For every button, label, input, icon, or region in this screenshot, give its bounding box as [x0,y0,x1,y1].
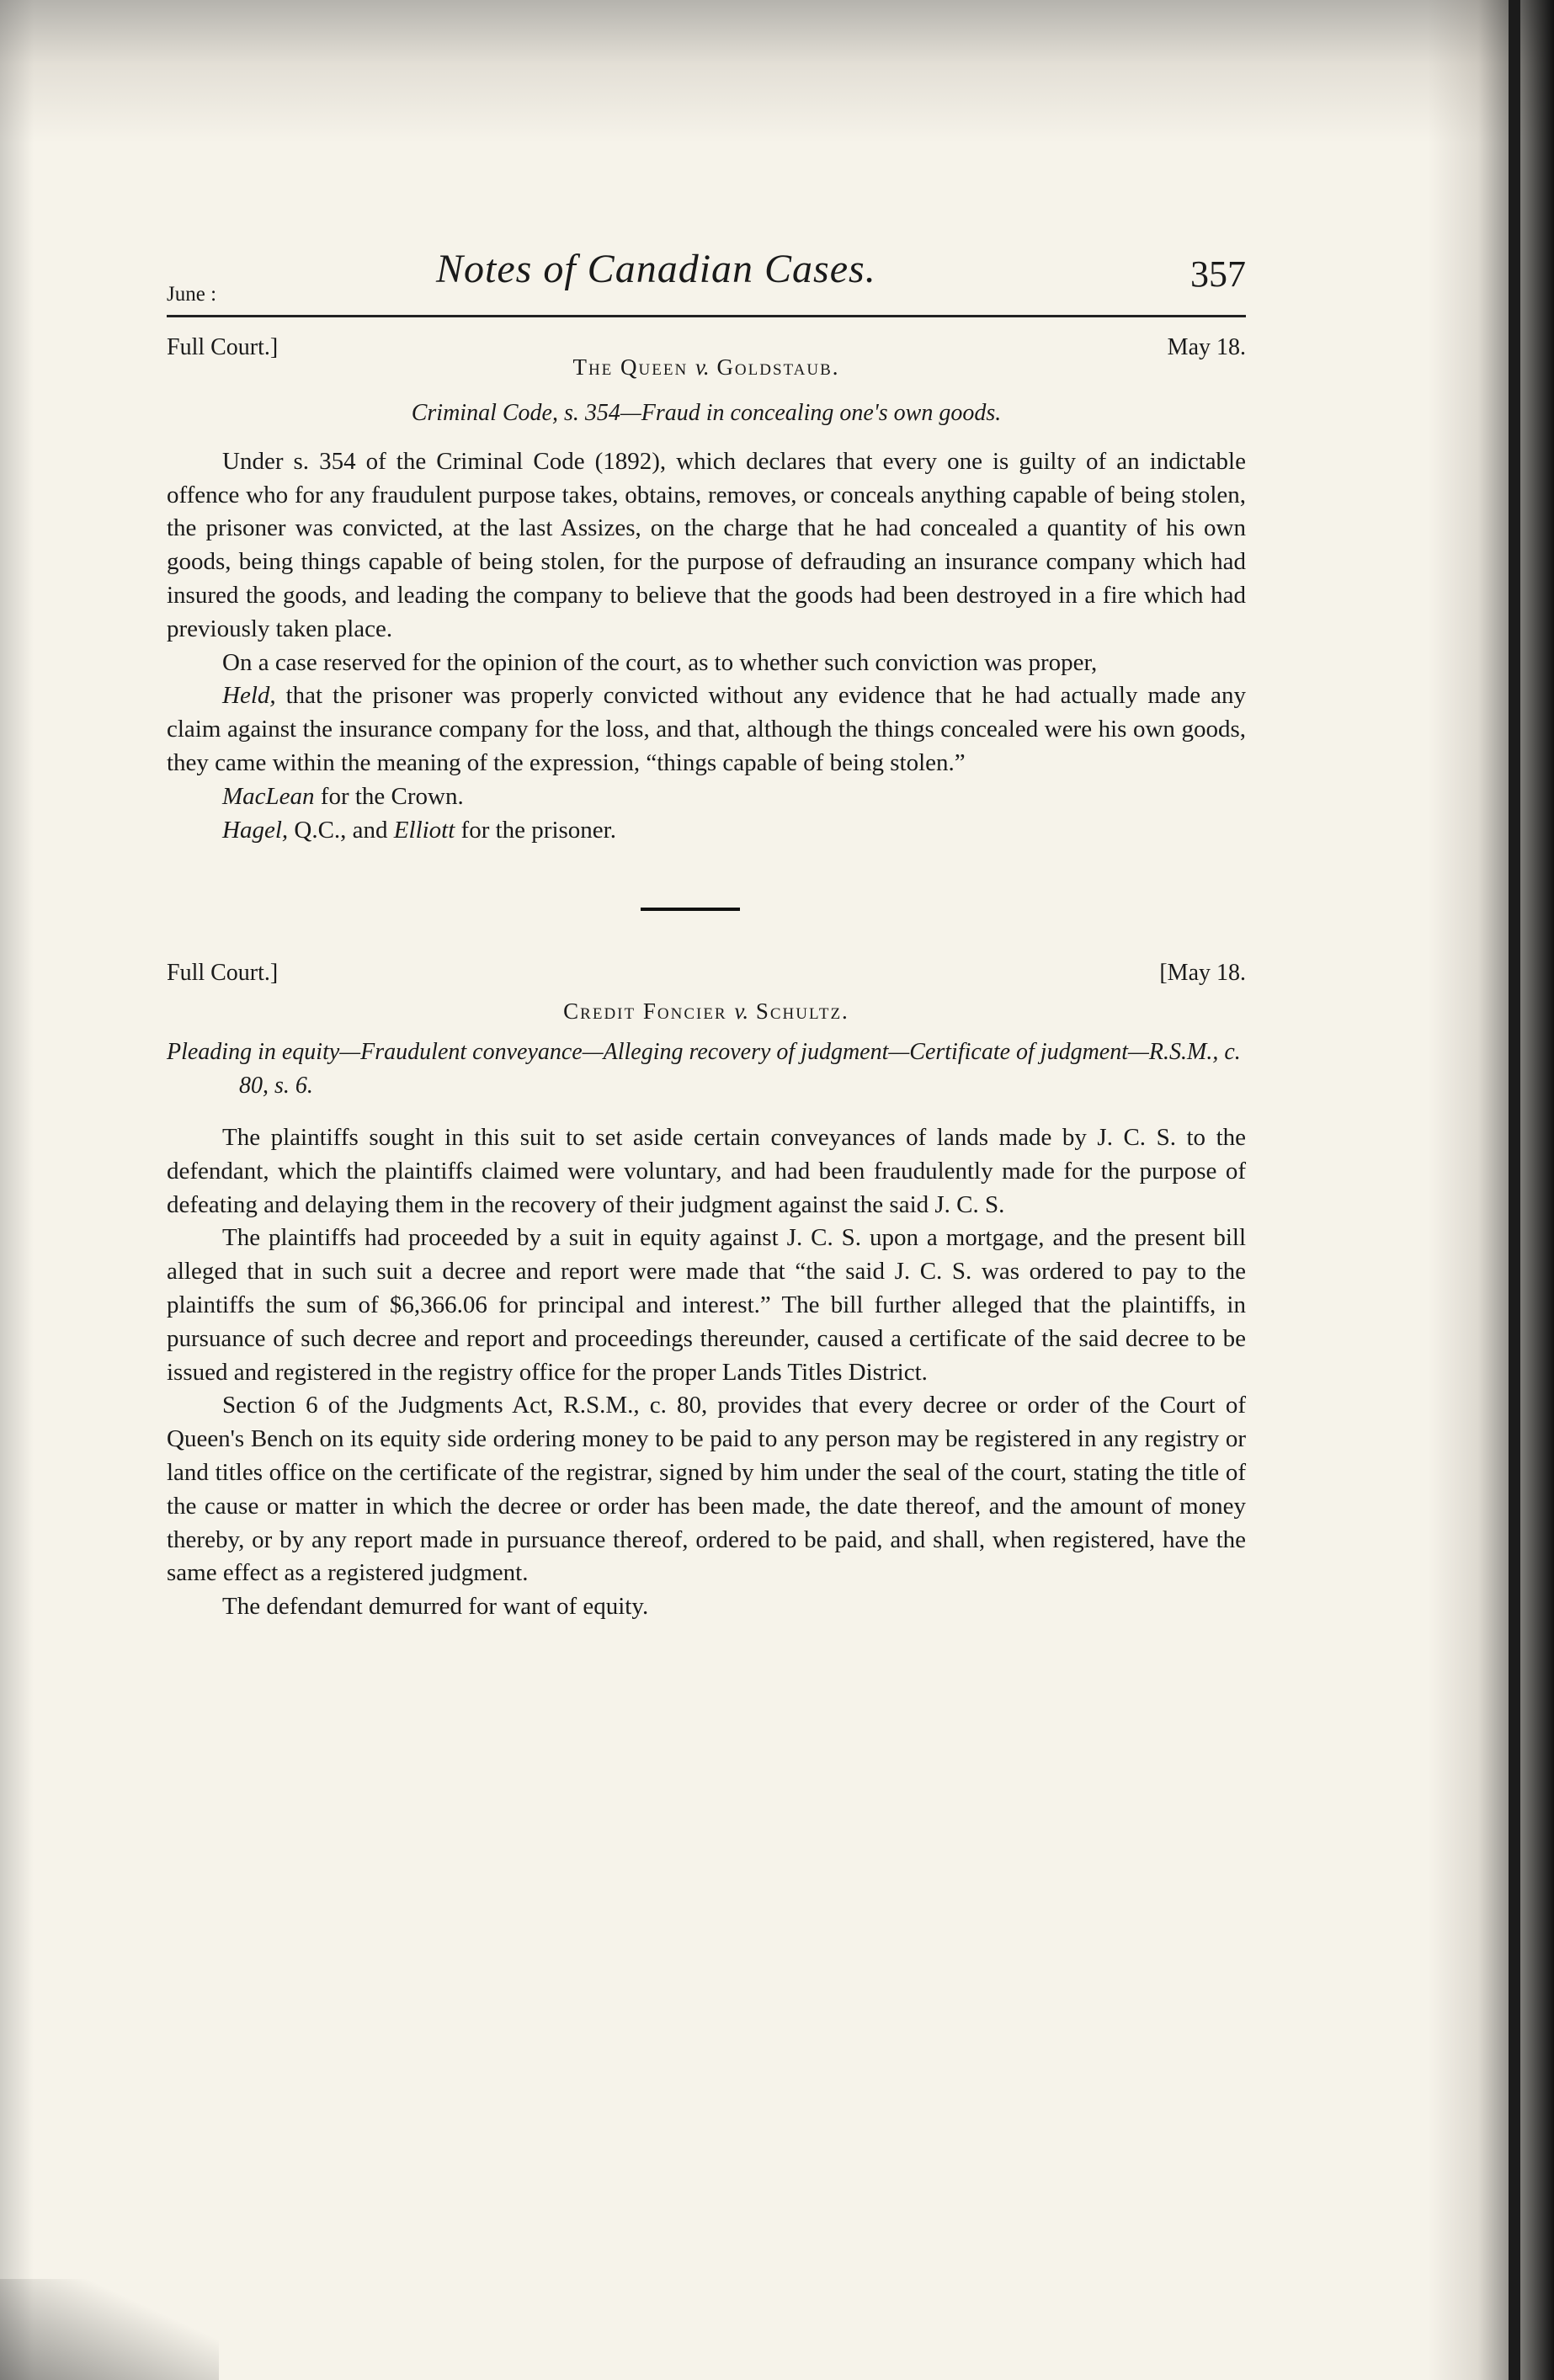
counsel-prisoner-mid: Q.C., and [288,816,394,844]
case1-versus: v. [695,354,710,380]
counsel-prisoner-name2: Elliott [393,816,455,844]
case-separator [167,847,1246,956]
case2-headnote: Pleading in equity—Fraudulent conveyance—Alleging recovery of judgment—Certificate of judgment—R.S.M., c. 80, s. 6. [167,1039,1241,1099]
separator-rule [641,908,740,911]
case1-paragraph: Under s. 354 of the Criminal Code (1892), which declares that every one is guilty of an indictable offence who for any fraudulent purpose takes, obtains, removes, or conceals anything capable of being stolen, the prisoner was convicted, at the last Assizes, on the charge that he had concealed a quantity of his own goods, being things capable of being stolen, for the purpose of defrauding an insurance company which had insured the goods, and leading the company to believe that the goods had been destroyed in a fire which had previously taken place. [167,447,1246,642]
case1-party2: Goldstaub. [716,354,840,380]
case1-heading [167,331,1246,385]
case1-date: May 18. [1167,334,1246,360]
page-number: 357 [1190,253,1246,295]
case2-paragraph: The plaintiffs had proceeded by a suit in equity against J. C. S. upon a mortgage, and the present bill alleged that in such suit a decree and report were made that “the said J. C. S. was ordered to pay to the plaintiffs the sum of $6,366.06 for principal and interest.” The bill further alleged that the plaintiffs, in pursuance of such decree and report and proceedings thereunder, caused a certificate of the said decree to be issued and registered in the registry office for the proper Lands Titles District. [167,1224,1246,1386]
binding-edge [1509,0,1520,2380]
case2-party1: Credit Foncier [563,998,727,1025]
case2-paragraph: The plaintiffs sought in this suit to set aside certain conveyances of lands made by J. C. S. to the defendant, which the plaintiffs claimed were voluntary, and had been fraudulently made for the purpose of defeating and delaying them in the recovery of their judgment against the said J. C. S. [167,1123,1246,1218]
case2-title [167,995,1246,1029]
counsel-prisoner-name1: Hagel, [222,816,289,844]
case2-heading [167,956,1246,1024]
page-content [167,247,1246,1624]
case1-court: Full Court.] [167,334,279,360]
counsel-prisoner [167,814,1246,848]
scan-shadow-left [0,0,34,2380]
running-head-title: Notes of Canadian Cases. [436,247,876,291]
counsel-prisoner-text: for the prisoner. [455,816,616,844]
scan-shadow-bottom [0,2279,219,2380]
running-head [167,247,1246,313]
case1-held-paragraph [167,679,1246,780]
case2-court: Full Court.] [167,960,279,987]
case2-party2: Schultz. [755,998,849,1025]
case1-headnote: Criminal Code, s. 354—Fraud in concealing one's own goods. [411,400,1002,426]
scan-shadow-top [0,0,1554,143]
case1-title [167,351,1246,385]
running-head-date: June : [167,283,217,306]
counsel-crown-name: MacLean [222,782,315,810]
case2-date: [May 18. [1159,960,1246,987]
case2-versus: v. [734,998,749,1025]
scan-shadow-right [1428,0,1554,2380]
held-label: Held, [222,682,276,710]
counsel-crown-text: for the Crown. [314,782,464,810]
case2-paragraph: The defendant demurred for want of equity. [222,1593,649,1621]
header-rule [167,315,1246,317]
case2-paragraph: Section 6 of the Judgments Act, R.S.M., c. 80, provides that every decree or order of the Court of Queen's Bench on its equity side ordering money to be paid to any person may be registered in any registry or land titles office on the certificate of the registrar, signed by him under the seal of the court, stating the title of the cause or matter in which the decree or order has been made, the date thereof, and the amount of money thereby, or by any report made in pursuance thereof, ordered to be paid, and shall, when registered, have the same effect as a registered judgment. [167,1392,1246,1587]
case1-party1: The Queen [572,354,689,380]
counsel-crown [167,780,1246,814]
case1-paragraph: On a case reserved for the opinion of the court, as to whether such conviction was proper, [222,648,1098,676]
held-text: that the prisoner was properly convicted without any evidence that he had actually made any claim against the insurance company for the loss, and that, although the things concealed were his own goods, they came within the meaning of the expression, “things capable of being stolen.” [167,682,1246,776]
